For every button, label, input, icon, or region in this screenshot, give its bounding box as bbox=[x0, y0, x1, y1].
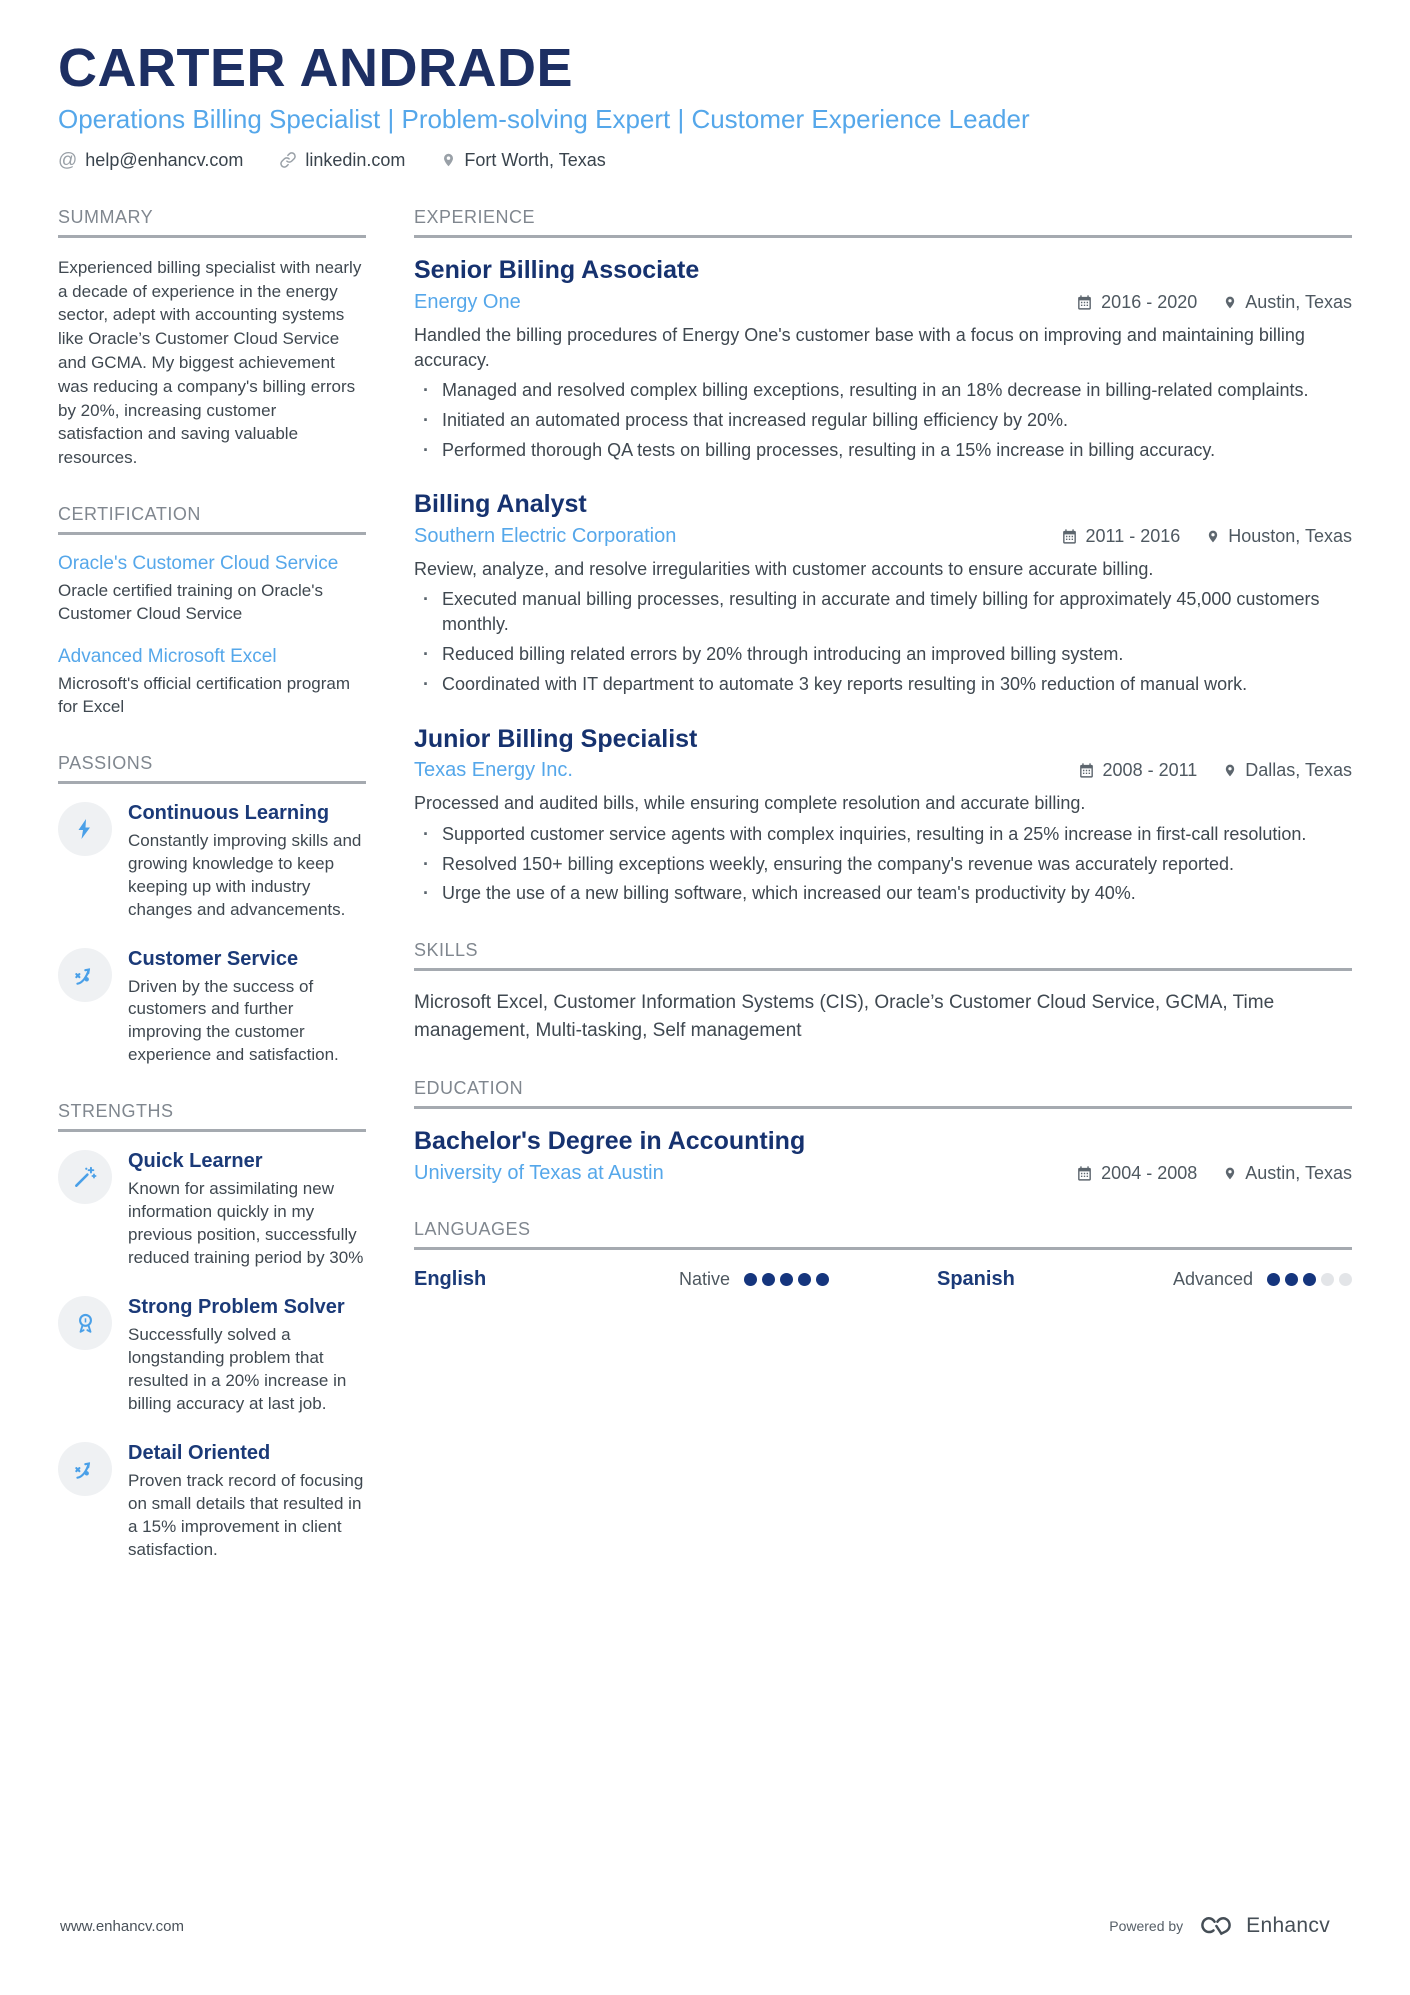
certification-section bbox=[58, 504, 366, 719]
pin-icon bbox=[1206, 528, 1220, 545]
job-title: Senior Billing Associate bbox=[414, 255, 700, 284]
skills-text: Microsoft Excel, Customer Information Systems (CIS), Oracle’s Customer Cloud Service, GCMA, Time management, Multi-tasking, Self management bbox=[414, 992, 1275, 1041]
footer bbox=[60, 1913, 1330, 1939]
headline: Operations Billing Specialist | Problem-solving Expert | Customer Experience Leader bbox=[58, 103, 1030, 134]
job-entry bbox=[414, 725, 1352, 906]
bullet-item: · Executed manual billing processes, resulting in accurate and timely billing for approximately 45,000 customers monthly. bbox=[414, 587, 1352, 637]
job-dates bbox=[1061, 526, 1181, 547]
strength-description: Proven track record of focusing on small details that resulted in a 15% improvement in client satisfaction. bbox=[128, 1470, 364, 1559]
icon-circle bbox=[58, 802, 112, 856]
calendar-icon bbox=[1076, 294, 1093, 311]
education-dates bbox=[1076, 1163, 1197, 1184]
bullet-item: · Initiated an automated process that increased regular billing efficiency by 20%. bbox=[414, 408, 1352, 433]
strength-description: Successfully solved a longstanding problem that resulted in a 20% increase in billing accuracy at last job. bbox=[128, 1325, 347, 1413]
languages-heading: LANGUAGES bbox=[414, 1219, 1352, 1250]
certification-item bbox=[58, 553, 366, 626]
strengths-section bbox=[58, 1101, 366, 1561]
certification-item bbox=[58, 646, 366, 719]
link-icon bbox=[279, 151, 297, 169]
bullet-item: · Supported customer service agents with complex inquiries, resulting in a 25% increase in first-call resolution. bbox=[414, 822, 1352, 847]
email-text: help@enhancv.com bbox=[85, 149, 244, 170]
icon-circle bbox=[58, 1442, 112, 1496]
passion-description: Driven by the success of customers and further improving the customer experience and satisfaction. bbox=[128, 976, 339, 1065]
language-proficiency-dots bbox=[1267, 1273, 1352, 1286]
experience-heading: EXPERIENCE bbox=[414, 207, 1352, 238]
summary-heading: SUMMARY bbox=[58, 207, 366, 238]
job-entry bbox=[414, 490, 1352, 696]
pin-icon bbox=[1223, 762, 1237, 779]
job-company: Texas Energy Inc. bbox=[414, 759, 573, 782]
bullet-item: · Reduced billing related errors by 20% through introducing an improved billing system. bbox=[414, 642, 1352, 667]
linkedin-link[interactable] bbox=[279, 150, 405, 171]
strength-item bbox=[58, 1150, 366, 1270]
strengths-heading: STRENGTHS bbox=[58, 1101, 366, 1132]
job-dates bbox=[1076, 292, 1197, 313]
bullet-item: · Managed and resolved complex billing exceptions, resulting in an 18% decrease in billing-related complaints. bbox=[414, 378, 1352, 403]
skills-heading: SKILLS bbox=[414, 940, 1352, 971]
language-level bbox=[1173, 1269, 1352, 1290]
passions-heading: PASSIONS bbox=[58, 753, 366, 784]
education-location bbox=[1223, 1163, 1352, 1184]
job-meta-row bbox=[414, 291, 1352, 314]
proficiency-dot bbox=[1321, 1273, 1334, 1286]
bullet-item: · Performed thorough QA tests on billing processes, resulting in a 15% increase in billing accuracy. bbox=[414, 438, 1352, 463]
enhancv-logo-icon bbox=[1195, 1913, 1237, 1939]
job-location bbox=[1223, 760, 1352, 781]
job-meta-group bbox=[1061, 526, 1353, 547]
education-entry bbox=[414, 1127, 1352, 1185]
pin-icon bbox=[441, 151, 456, 169]
enhancv-brand-text: Enhancv bbox=[1246, 1914, 1330, 1937]
footer-branding bbox=[1109, 1913, 1330, 1939]
certification-name: Oracle's Customer Cloud Service bbox=[58, 553, 339, 575]
passion-title: Customer Service bbox=[128, 947, 299, 970]
job-meta-group bbox=[1076, 292, 1352, 313]
language-proficiency-dots bbox=[744, 1273, 829, 1286]
strategy-arrow-icon bbox=[72, 962, 98, 988]
at-icon: @ bbox=[58, 149, 78, 171]
language-level bbox=[679, 1269, 829, 1290]
certification-name: Advanced Microsoft Excel bbox=[58, 645, 277, 667]
job-bullets bbox=[414, 822, 1352, 906]
proficiency-dot bbox=[780, 1273, 793, 1286]
job-location-text: Houston, Texas bbox=[1228, 526, 1352, 547]
job-description: Handled the billing procedures of Energy One's customer base with a focus on improving and maintaining billing accuracy. bbox=[414, 324, 1305, 370]
proficiency-dot bbox=[744, 1273, 757, 1286]
proficiency-dot bbox=[1285, 1273, 1298, 1286]
bullet-item: · Coordinated with IT department to automate 3 key reports resulting in 30% reduction of manual work. bbox=[414, 672, 1352, 697]
passions-section bbox=[58, 753, 366, 1068]
strength-description: Known for assimilating new information quickly in my previous position, successfully reduced training period by 30% bbox=[128, 1179, 364, 1268]
job-location-text: Dallas, Texas bbox=[1245, 760, 1352, 781]
proficiency-dot bbox=[1339, 1273, 1352, 1286]
job-dates-text: 2016 - 2020 bbox=[1101, 291, 1198, 312]
contact-row bbox=[58, 150, 1352, 171]
proficiency-dot bbox=[1267, 1273, 1280, 1286]
linkedin-text: linkedin.com bbox=[305, 149, 406, 170]
job-title: Junior Billing Specialist bbox=[414, 724, 698, 753]
footer-website-link[interactable]: www.enhancv.com bbox=[60, 1917, 184, 1935]
strength-item bbox=[58, 1296, 366, 1416]
certification-description: Oracle certified training on Oracle's Customer Cloud Service bbox=[58, 581, 323, 623]
email-link[interactable] bbox=[58, 150, 243, 171]
language-item bbox=[414, 1268, 877, 1291]
location-text: Fort Worth, Texas bbox=[464, 149, 606, 170]
degree-title: Bachelor's Degree in Accounting bbox=[414, 1127, 806, 1156]
header bbox=[58, 40, 1352, 171]
proficiency-dot bbox=[816, 1273, 829, 1286]
content-columns bbox=[58, 207, 1352, 1596]
experience-section bbox=[414, 207, 1352, 906]
job-bullets bbox=[414, 378, 1352, 462]
job-description: Review, analyze, and resolve irregularities with customer accounts to ensure accurate billing. bbox=[414, 559, 1154, 580]
job-entry bbox=[414, 256, 1352, 463]
powered-by-label: Powered by bbox=[1109, 1918, 1184, 1934]
job-dates bbox=[1078, 760, 1198, 781]
job-dates-text: 2011 - 2016 bbox=[1085, 526, 1181, 547]
strength-title: Detail Oriented bbox=[128, 1441, 271, 1464]
job-meta-row bbox=[414, 759, 1352, 782]
pin-icon bbox=[1223, 294, 1237, 311]
job-company: Southern Electric Corporation bbox=[414, 525, 677, 548]
language-name: Spanish bbox=[937, 1268, 1015, 1290]
language-level-label: Native bbox=[678, 1269, 730, 1289]
lightning-icon bbox=[73, 817, 97, 841]
education-dates-text: 2004 - 2008 bbox=[1101, 1163, 1198, 1183]
languages-section bbox=[414, 1219, 1352, 1291]
language-name: English bbox=[414, 1268, 487, 1290]
candidate-name: CARTER ANDRADE bbox=[58, 38, 573, 98]
icon-circle bbox=[58, 1150, 112, 1204]
passion-description: Constantly improving skills and growing knowledge to keep keeping up with industry changes and advancements. bbox=[128, 830, 362, 919]
language-item bbox=[937, 1268, 1352, 1291]
calendar-icon bbox=[1076, 1165, 1093, 1182]
proficiency-dot bbox=[798, 1273, 811, 1286]
job-description: Processed and audited bills, while ensuring complete resolution and accurate billing. bbox=[414, 793, 1086, 814]
strength-title: Quick Learner bbox=[128, 1150, 263, 1173]
passion-item bbox=[58, 948, 366, 1068]
school-name: University of Texas at Austin bbox=[414, 1162, 664, 1184]
job-bullets bbox=[414, 587, 1352, 696]
certification-description: Microsoft's official certification program for Excel bbox=[58, 673, 351, 716]
strength-body bbox=[128, 1442, 366, 1562]
summary-text: Experienced billing specialist with nearly a decade of experience in the energy sector, adept with accounting systems like Oracle’s Customer Cloud Service and GCMA. My biggest achievement was reducing a company's billing errors by 20%, increasing customer satisfaction and saving valuable resources. bbox=[58, 257, 362, 468]
icon-circle bbox=[58, 948, 112, 1002]
right-column bbox=[414, 207, 1352, 1596]
job-dates-text: 2008 - 2011 bbox=[1102, 760, 1198, 781]
location-item bbox=[441, 150, 605, 171]
medal-icon bbox=[73, 1311, 98, 1336]
job-location bbox=[1223, 292, 1352, 313]
strategy-arrow-icon bbox=[72, 1456, 98, 1482]
passion-item bbox=[58, 802, 366, 922]
strength-title: Strong Problem Solver bbox=[128, 1296, 345, 1319]
education-location-text: Austin, Texas bbox=[1245, 1163, 1352, 1183]
passion-body bbox=[128, 948, 366, 1068]
job-title: Billing Analyst bbox=[414, 490, 587, 519]
proficiency-dot bbox=[762, 1273, 775, 1286]
enhancv-brand-link[interactable] bbox=[1195, 1913, 1330, 1939]
job-company: Energy One bbox=[414, 290, 521, 313]
summary-section bbox=[58, 207, 366, 470]
skills-section bbox=[414, 940, 1352, 1044]
passion-body bbox=[128, 802, 366, 922]
left-column bbox=[58, 207, 366, 1596]
education-heading: EDUCATION bbox=[414, 1078, 1352, 1109]
strength-body bbox=[128, 1296, 366, 1416]
language-level-label: Advanced bbox=[1172, 1269, 1253, 1289]
job-meta-row bbox=[414, 525, 1352, 548]
bullet-item: · Resolved 150+ billing exceptions weekly, ensuring the company's revenue was accurately reported. bbox=[414, 852, 1352, 877]
calendar-icon bbox=[1078, 762, 1095, 779]
passion-title: Continuous Learning bbox=[128, 801, 330, 824]
magic-wand-icon bbox=[72, 1164, 98, 1190]
job-location-text: Austin, Texas bbox=[1245, 291, 1352, 312]
languages-row bbox=[414, 1268, 1352, 1291]
education-section bbox=[414, 1078, 1352, 1185]
job-location bbox=[1206, 526, 1352, 547]
icon-circle bbox=[58, 1296, 112, 1350]
strength-item bbox=[58, 1442, 366, 1562]
bullet-item: · Urge the use of a new billing software, which increased our team's productivity by 40%. bbox=[414, 881, 1352, 906]
proficiency-dot bbox=[1303, 1273, 1316, 1286]
strength-body bbox=[128, 1150, 366, 1270]
calendar-icon bbox=[1061, 528, 1078, 545]
pin-icon bbox=[1223, 1165, 1237, 1182]
certification-heading: CERTIFICATION bbox=[58, 504, 366, 535]
job-meta-group bbox=[1078, 760, 1352, 781]
education-meta-row bbox=[414, 1162, 1352, 1185]
education-meta-group bbox=[1076, 1163, 1352, 1184]
